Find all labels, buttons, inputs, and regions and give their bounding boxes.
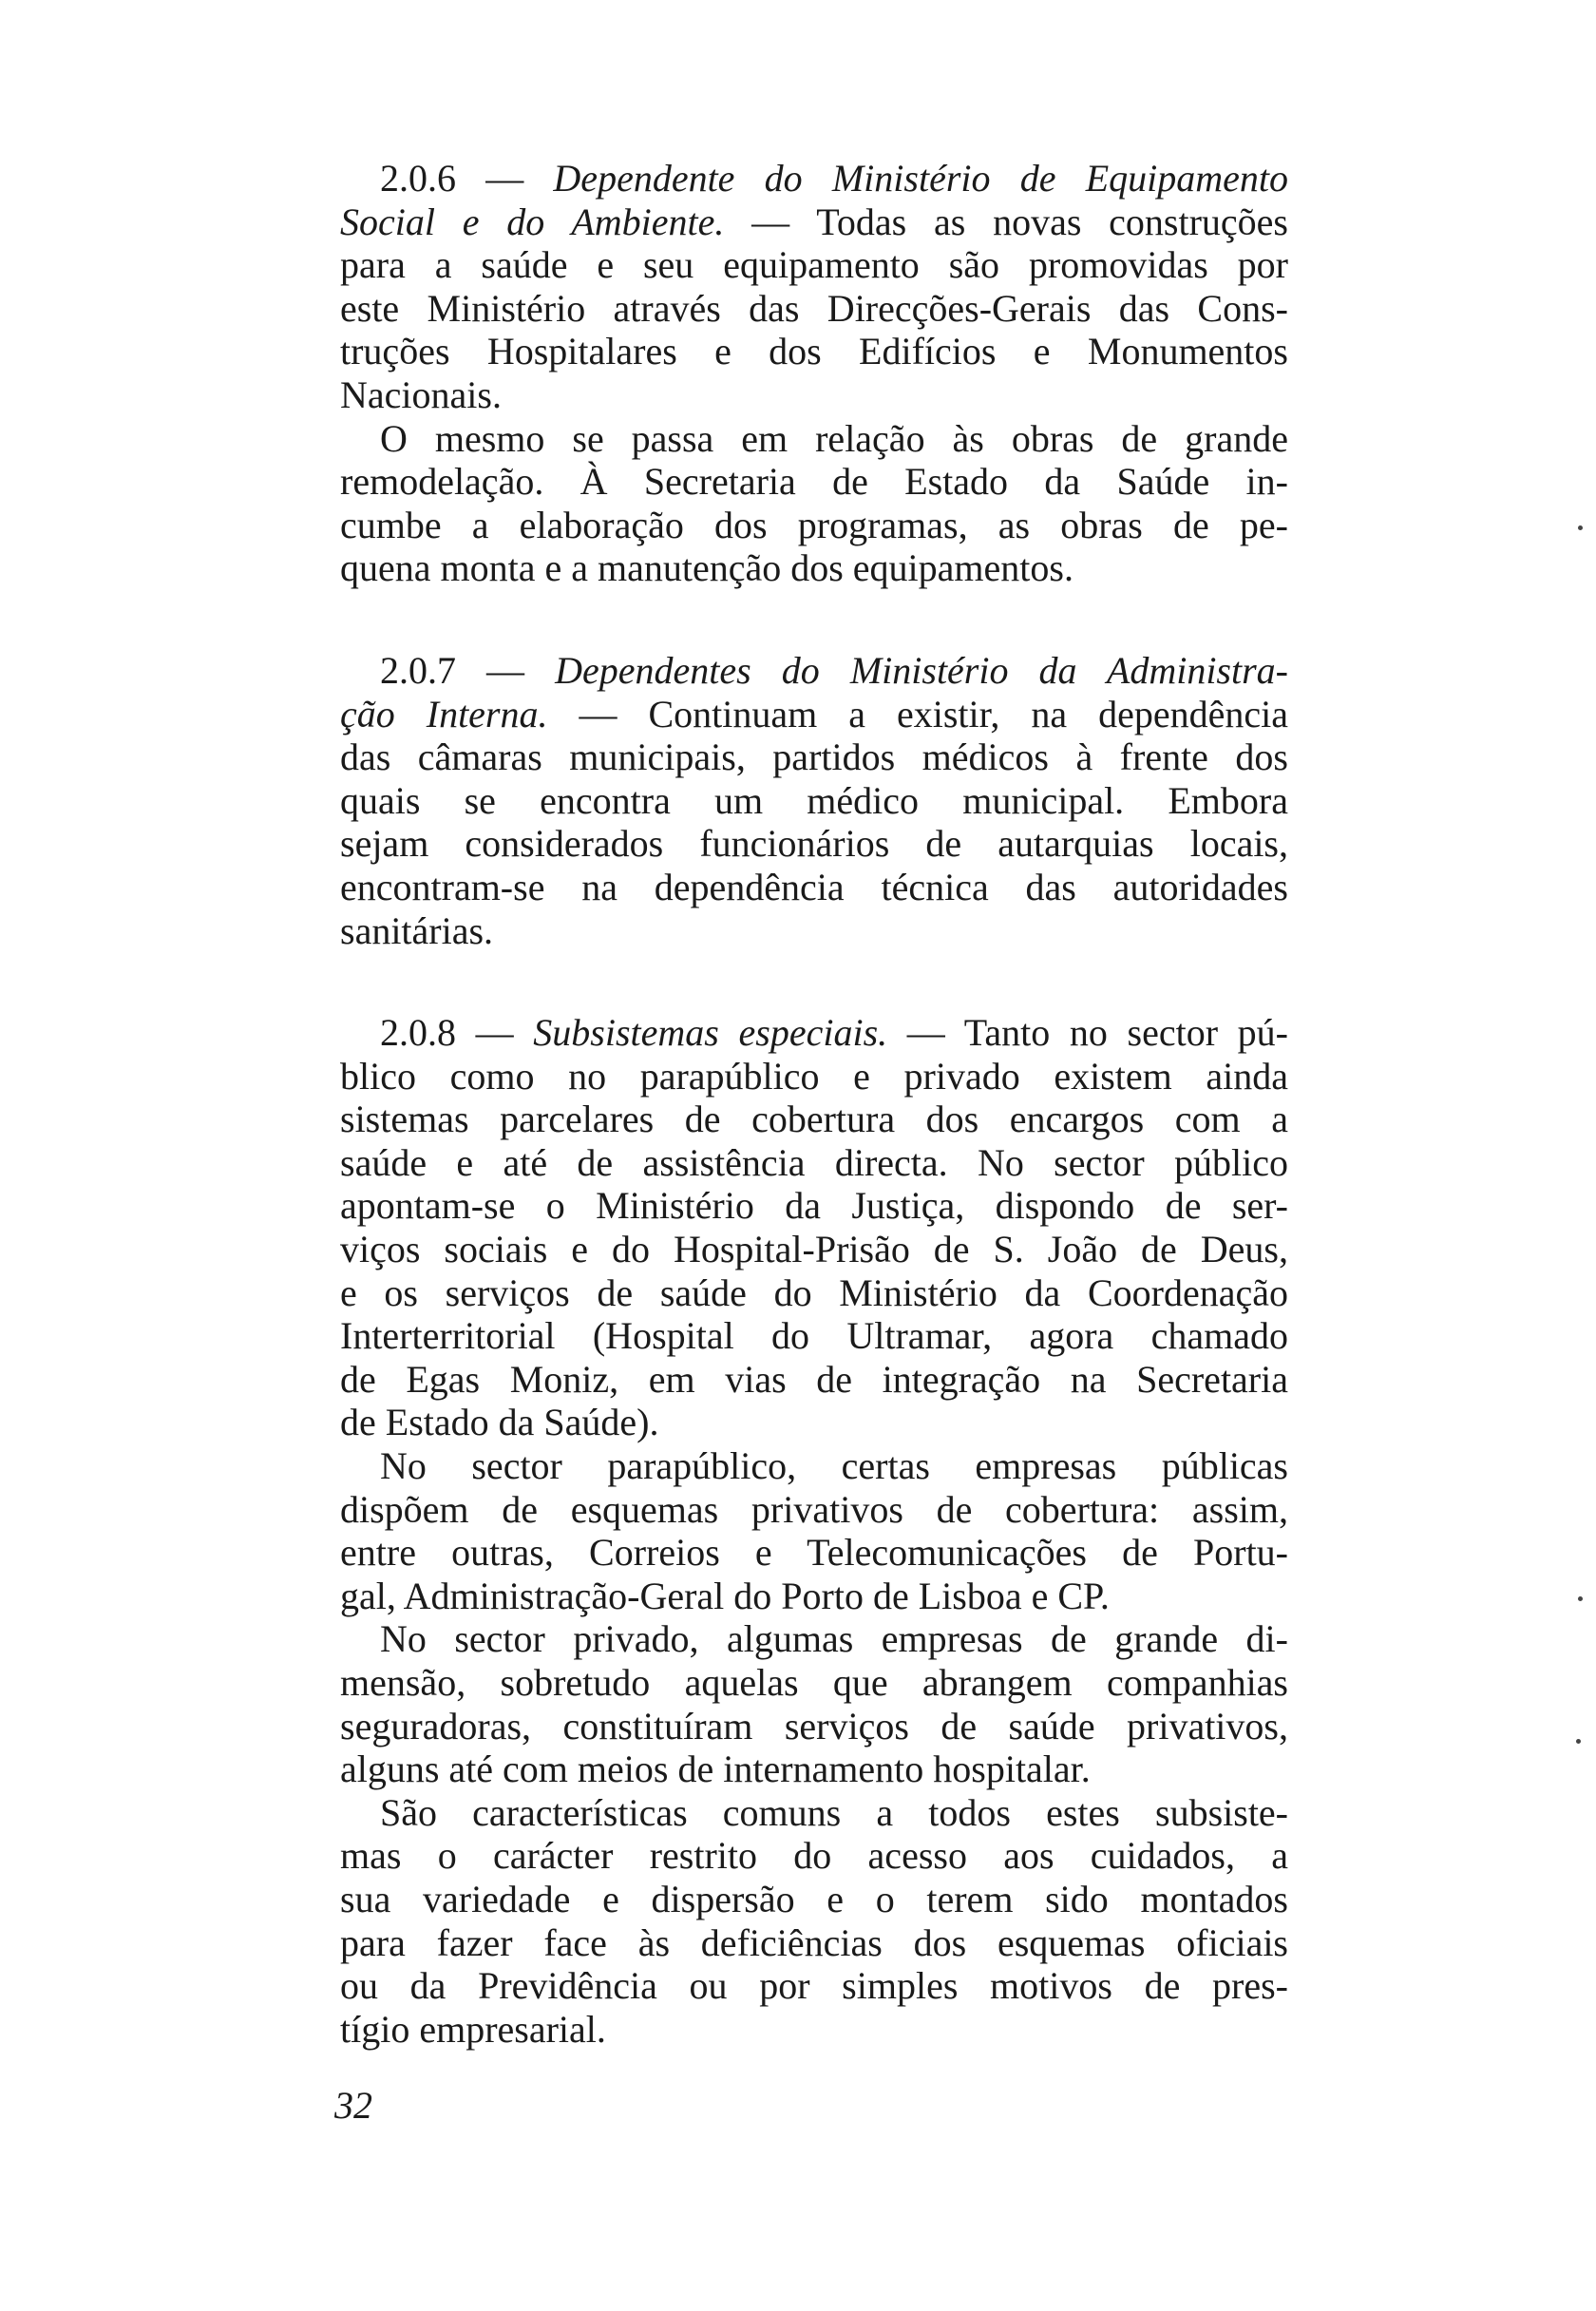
body-text: No sector parapúblico, certas empresas públicas	[380, 1444, 1288, 1488]
body-text: mas o carácter restrito do acesso aos cuidados, a	[340, 1834, 1288, 1878]
body-text: alguns até com meios de internamento hospitalar.	[340, 1748, 1091, 1791]
text-line	[340, 1964, 1288, 2008]
paragraph	[340, 157, 1288, 417]
text-line	[340, 909, 1288, 953]
text-line	[340, 735, 1288, 779]
section-number: 2.0.7 —	[380, 648, 556, 692]
text-line	[340, 1401, 1288, 1444]
text-line	[340, 157, 1288, 201]
text-line	[340, 1444, 1288, 1488]
body-text: quena monta e a manutenção dos equipamentos.	[340, 546, 1074, 590]
text-line	[340, 504, 1288, 547]
text-line	[340, 417, 1288, 461]
text-line	[340, 1271, 1288, 1315]
section-number: 2.0.6 —	[380, 157, 554, 200]
text-line	[340, 1705, 1288, 1748]
section-heading: ção Interna.	[340, 692, 548, 735]
text-line	[340, 1184, 1288, 1228]
body-text: São características comuns a todos estes subsiste-	[380, 1790, 1288, 1834]
paragraph	[340, 1444, 1288, 1617]
text-line	[340, 243, 1288, 287]
text-line	[340, 1617, 1288, 1661]
text-line	[340, 1661, 1288, 1705]
text-line	[340, 649, 1288, 693]
paragraph	[340, 649, 1288, 952]
page-number: 32	[334, 2084, 372, 2127]
text-line	[340, 1921, 1288, 1965]
body-text: Interterritorial (Hospital do Ultramar, agora chamado	[340, 1314, 1288, 1358]
text-line	[340, 201, 1288, 244]
section-spacer	[340, 590, 1288, 649]
section-2-0-8	[340, 1011, 1288, 2051]
body-text: apontam-se o Ministério da Justiça, dispondo de ser-	[340, 1184, 1288, 1228]
text-line	[340, 330, 1288, 373]
section-number: 2.0.8 —	[380, 1011, 534, 1055]
body-text: — Tanto no sector pú-	[887, 1011, 1288, 1055]
text-line	[340, 1748, 1288, 1791]
body-text: de Egas Moniz, em vias de integração na Secretaria	[340, 1357, 1288, 1401]
text-line	[340, 1141, 1288, 1185]
text-line	[340, 693, 1288, 736]
paragraph	[340, 1791, 1288, 2052]
body-text: seguradoras, constituíram serviços de saúde privativos,	[340, 1704, 1288, 1748]
text-line	[340, 1531, 1288, 1575]
body-text: — Todas as novas construções	[724, 200, 1288, 243]
text-line	[340, 1834, 1288, 1878]
body-text: blico como no parapúblico e privado existem ainda	[340, 1054, 1288, 1098]
body-text: de Estado da Saúde).	[340, 1401, 659, 1444]
body-text: Nacionais.	[340, 372, 502, 416]
text-line	[340, 1358, 1288, 1402]
paragraph	[340, 1011, 1288, 1444]
section-spacer	[340, 952, 1288, 1011]
text-line	[340, 546, 1288, 590]
body-text: — Continuam a existir, na dependência	[547, 692, 1288, 735]
section-heading: Dependentes do Ministério da Administra-	[555, 648, 1288, 692]
body-text: sejam considerados funcionários de autarquias locais,	[340, 822, 1288, 866]
text-line	[340, 1011, 1288, 1055]
section-2-0-6	[340, 157, 1288, 590]
text-line	[340, 1228, 1288, 1271]
body-text: sanitárias.	[340, 908, 494, 952]
text-line	[340, 1055, 1288, 1098]
body-text: mensão, sobretudo aquelas que abrangem companhias	[340, 1661, 1288, 1704]
section-2-0-7	[340, 649, 1288, 952]
body-text: ou da Previdência ou por simples motivos de pres-	[340, 1964, 1288, 2008]
body-text: No sector privado, algumas empresas de grande di-	[380, 1617, 1288, 1661]
scan-speck	[1578, 525, 1583, 530]
body-text: tígio empresarial.	[340, 2007, 606, 2051]
text-line	[340, 1488, 1288, 1532]
text-line	[340, 1878, 1288, 1921]
text-line	[340, 1575, 1288, 1618]
body-text: entre outras, Correios e Telecomunicações de Portu-	[340, 1531, 1288, 1575]
paragraph	[340, 417, 1288, 590]
text-line	[340, 866, 1288, 909]
body-text: O mesmo se passa em relação às obras de grande	[380, 416, 1288, 460]
text-line	[340, 460, 1288, 504]
text-line	[340, 1098, 1288, 1141]
text-line	[340, 822, 1288, 866]
body-text: para fazer face às deficiências dos esquemas oficiais	[340, 1920, 1288, 1964]
scan-speck	[1578, 1596, 1583, 1601]
section-heading: Social e do Ambiente.	[340, 200, 725, 243]
text-line	[340, 2008, 1288, 2052]
text-line	[340, 1791, 1288, 1835]
paragraph	[340, 1617, 1288, 1790]
body-text: remodelação. À Secretaria de Estado da Saúde in-	[340, 460, 1288, 504]
body-text: e os serviços de saúde do Ministério da Coordenação	[340, 1270, 1288, 1314]
document-page	[340, 157, 1288, 2051]
body-text: cumbe a elaboração dos programas, as obras de pe-	[340, 503, 1288, 546]
text-line	[340, 287, 1288, 331]
body-text: quais se encontra um médico municipal. Embora	[340, 778, 1288, 822]
body-text: encontram-se na dependência técnica das autoridades	[340, 865, 1288, 908]
body-text: sua variedade e dispersão e o terem sido montados	[340, 1877, 1288, 1920]
section-heading: Dependente do Ministério de Equipamento	[553, 157, 1288, 200]
body-text: viços sociais e do Hospital-Prisão de S. João de Deus,	[340, 1228, 1288, 1271]
body-text: saúde e até de assistência directa. No sector público	[340, 1140, 1288, 1184]
body-text: truções Hospitalares e dos Edifícios e Monumentos	[340, 330, 1288, 373]
body-text: este Ministério através das Direcções-Gerais das Cons-	[340, 286, 1288, 330]
text-line	[340, 1314, 1288, 1358]
body-text: dispõem de esquemas privativos de cobertura: assim,	[340, 1487, 1288, 1531]
text-line	[340, 779, 1288, 823]
body-text: gal, Administração-Geral do Porto de Lisboa e CP.	[340, 1574, 1110, 1617]
scan-speck	[1576, 1739, 1581, 1744]
body-text: para a saúde e seu equipamento são promovidas por	[340, 243, 1288, 287]
body-text: das câmaras municipais, partidos médicos à frente dos	[340, 735, 1288, 779]
section-heading: Subsistemas especiais.	[533, 1011, 888, 1055]
text-line	[340, 373, 1288, 417]
body-text: sistemas parcelares de cobertura dos encargos com a	[340, 1098, 1288, 1141]
